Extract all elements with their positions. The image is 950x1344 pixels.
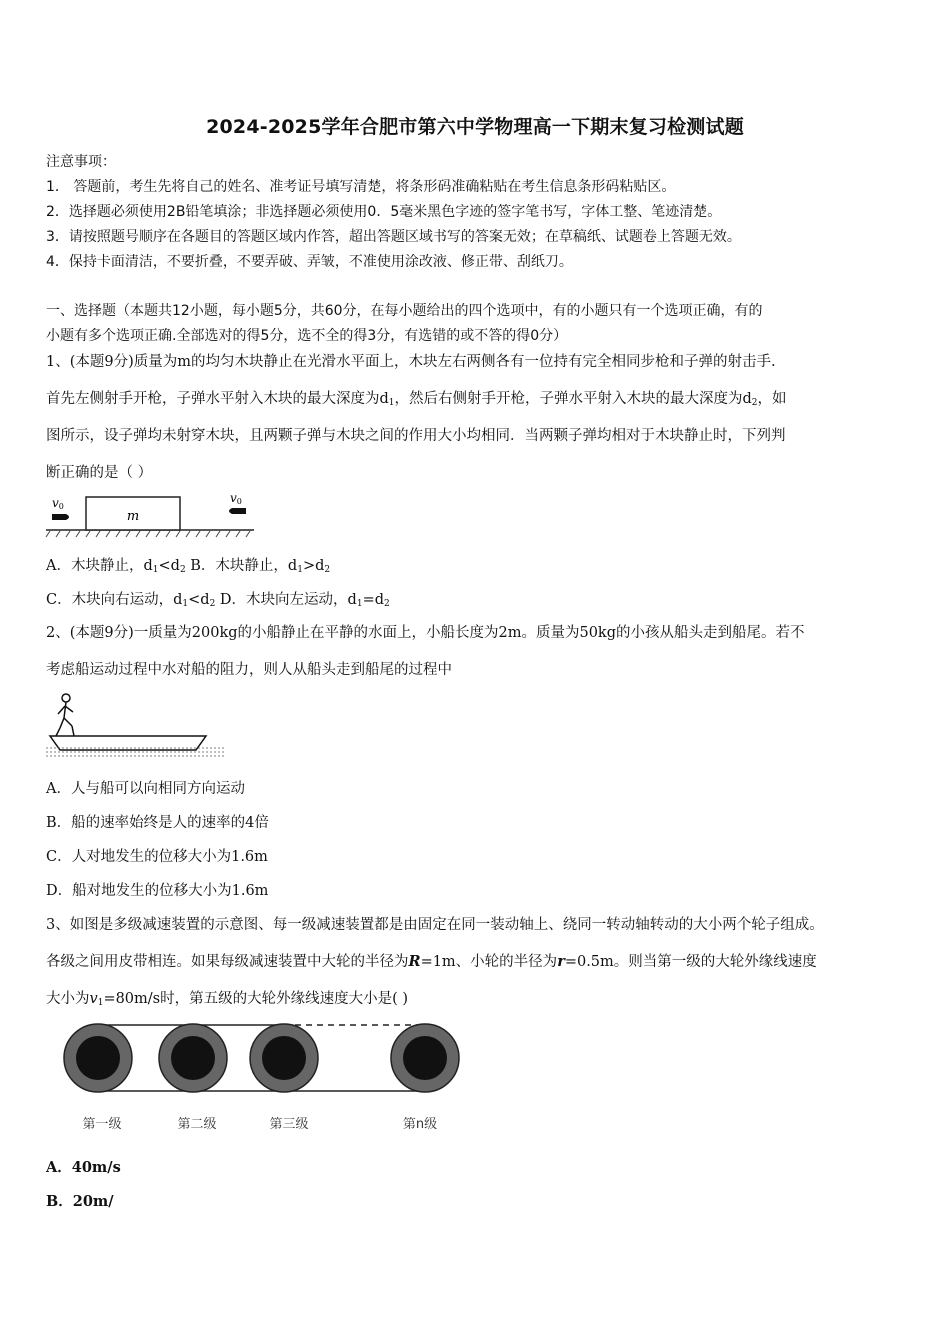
child-figure [56,694,74,736]
q1-options-ab: A．木块静止，$d_1<d_2$ B．木块静止，$d_1>d_2$ [46,558,331,575]
q2-option-b: B．船的速率始终是人的速率的4倍 [46,815,269,831]
pulley-stage-2 [159,1024,227,1092]
q1-stem-line-1: 1、(本题9分)质量为m的均匀木块静止在光滑水平面上，木块左右两侧各有一位持有完全相同步枪和子弹的射击手. [46,354,776,370]
q3-pulley-figure [60,1022,460,1140]
q3-option-a: A．40m/s [46,1159,121,1176]
q1-options-cd: C．木块向右运动，$d_1<d_2$ D．木块向左运动，$d_1=d_2$ [46,592,390,609]
stage-n-label: 第n级 [402,1117,438,1132]
q3-option-b: B．20m/ [46,1193,114,1210]
pulley-stage-1 [64,1024,132,1092]
q2-stem-line-2: 考虑船运动过程中水对船的阻力，则人从船头走到船尾的过程中 [46,662,452,678]
q1-stem-line-4: 断正确的是（ ） [46,465,153,481]
left-velocity-label: v0 [52,496,64,511]
notice-item-1: 1． 答题前，考生先将自己的姓名、准考证号填写清楚，将条形码准确粘贴在考生信息条形码粘贴区。 [46,179,676,195]
q2-option-d: D．船对地发生的位移大小为1.6m [46,883,269,899]
q3-stem-line-1: 3、如图是多级减速装置的示意图、每一级减速装置都是由固定在同一装动轴上、绕同一转动轴转动的大小两个轮子组成。 [46,917,824,933]
notice-item-2: 2．选择题必须使用2B铅笔填涂；非选择题必须使用0．5毫米黑色字迹的签字笔书写，字体工整、笔迹清楚。 [46,204,722,220]
q1-figure [46,492,256,540]
right-velocity-label: v0 [230,491,242,506]
section-header-line-1: 一、选择题（本题共12小题，每小题5分，共60分，在每小题给出的四个选项中，有的小题只有一个选项正确，有的 [46,303,763,319]
section-header-line-2: 小题有多个选项正确.全部选对的得5分，选不全的得3分，有选错的或不答的得0分） [46,328,568,344]
pulley-stage-n [391,1024,459,1092]
stage-3-label: 第三级 [269,1117,309,1132]
q1-stem-line-2: 首先左侧射手开枪，子弹水平射入木块的最大深度为$d_1$，然后右侧射手开枪，子弹水平射入木块的最大深度为$d_2$，如 [46,391,787,408]
right-bullet [229,508,246,514]
block-mass-label: m [126,509,140,524]
page-title: 2024-2025学年合肥市第六中学物理高一下期末复习检测试题 [206,116,744,138]
stage-2-label: 第二级 [177,1117,217,1132]
stage-1-label: 第一级 [82,1117,122,1132]
q1-stem-line-3: 图所示，设子弹均未射穿木块，且两颗子弹与木块之间的作用大小均相同．当两颗子弹均相对于木块静止时，下列判 [46,428,786,444]
q2-stem-line-1: 2、(本题9分)一质量为200kg的小船静止在平静的水面上，小船长度为2m。质量为50kg的小孩从船头走到船尾。若不 [46,625,805,641]
q3-stem-line-2: 各级之间用皮带相连。如果每级减速装置中大轮的半径为R=1m、小轮的半径为r=0.5m。则当第一级的大轮外缘线速度 [46,953,817,970]
pulley-stage-3 [250,1024,318,1092]
notice-item-4: 4．保持卡面清洁，不要折叠，不要弄破、弄皱，不准使用涂改液、修正带、刮纸刀。 [46,254,573,270]
left-bullet [52,514,69,520]
notice-item-3: 3．请按照题号顺序在各题目的答题区域内作答，超出答题区域书写的答案无效；在草稿纸、试题卷上答题无效。 [46,229,741,245]
q3-stem-line-3: 大小为$v_1=80m/s$时，第五级的大轮外缘线速度大小是( ) [46,991,409,1008]
notice-heading: 注意事项： [46,154,116,170]
q2-figure [46,690,231,762]
q2-option-c: C．人对地发生的位移大小为1.6m [46,849,268,865]
q2-option-a: A．人与船可以向相同方向运动 [46,781,245,797]
